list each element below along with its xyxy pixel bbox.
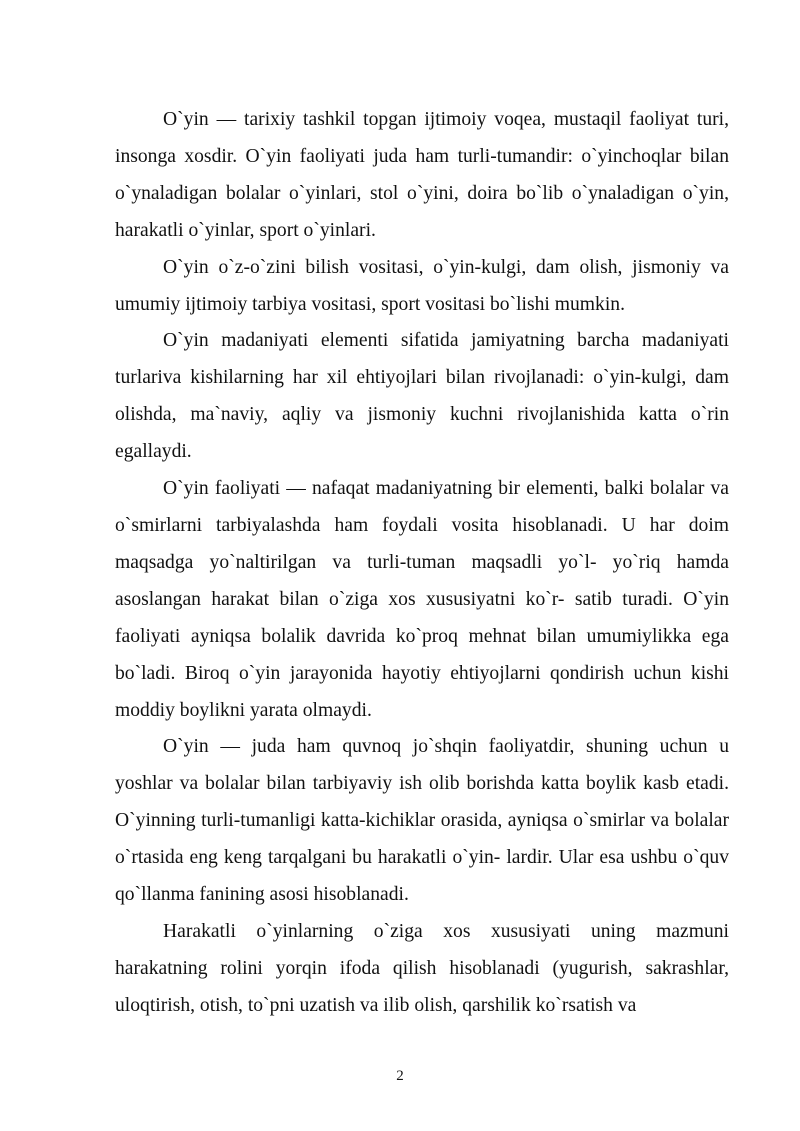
paragraph-4: O`yin faoliyati — nafaqat madaniyatning bir elementi, balki bolalar va o`smirlarni tarbiyalashda ham foydali vosita hisoblanadi. U har doim maqsadga yo`naltirilgan va turli-tuman maqsadli yo`l- yo`riq hamda asoslangan harakat bilan o`ziga xos xususiyatni ko`r- satib turadi. O`yin faoliyati ayniqsa bolalik davrida ko`proq mehnat bilan umumiylikka ega bo`ladi. Biroq o`yin jarayonida hayotiy ehtiyojlarni qondirish uchun kishi moddiy boylikni yarata olmaydi. bbox=[115, 478, 729, 721]
page-number: 2 bbox=[396, 1068, 404, 1084]
paragraph-6: Harakatli o`yinlarning o`ziga xos xususiyati uning mazmuni harakatning rolini yorqin ifoda qilish hisoblanadi (yugurish, sakrashlar, uloqtirish, otish, to`pni uzatish va ilib olish, qarshilik ko`rsatish va bbox=[115, 920, 729, 1016]
paragraph-5: O`yin — juda ham quvnoq jo`shqin faoliyatdir, shuning uchun u yoshlar va bolalar bilan tarbiyaviy ish olib borishda katta boylik kasb etadi. O`yinning turli-tumanligi katta-kichiklar orasida, ayniqsa o`smirlar va bolalar o`rtasida eng keng tarqalgani bu harakatli o`yin- lardir. Ular esa ushbu o`quv qo`llanma fanining asosi hisoblanadi. bbox=[115, 736, 729, 906]
paragraph-3: O`yin madaniyati elementi sifatida jamiyatning barcha madaniyati turlariva kishilarning har xil ehtiyojlari bilan rivojlanadi: o`yin-kulgi, dam olishda, ma`naviy, aqliy va jismoniy kuchni rivojlanishida katta o`rin egallaydi. bbox=[115, 330, 729, 463]
paragraph-2: O`yin o`z-o`zini bilish vositasi, o`yin-kulgi, dam olish, jismoniy va umumiy ijtimoiy tarbiya vositasi, sport vositasi bo`lishi mumkin. bbox=[115, 256, 729, 315]
paragraph-1: O`yin — tarixiy tashkil topgan ijtimoiy voqea, mustaqil faoliyat turi, insonga xosdir. O`yin faoliyati juda ham turli-tumandir: o`yinchoqlar bilan o`ynaladigan bolalar o`yinlari, stol o`yini, doira bo`lib o`ynaladigan o`yin, harakatli o`yinlar, sport o`yinlari. bbox=[115, 109, 729, 241]
page-body bbox=[115, 102, 729, 1025]
